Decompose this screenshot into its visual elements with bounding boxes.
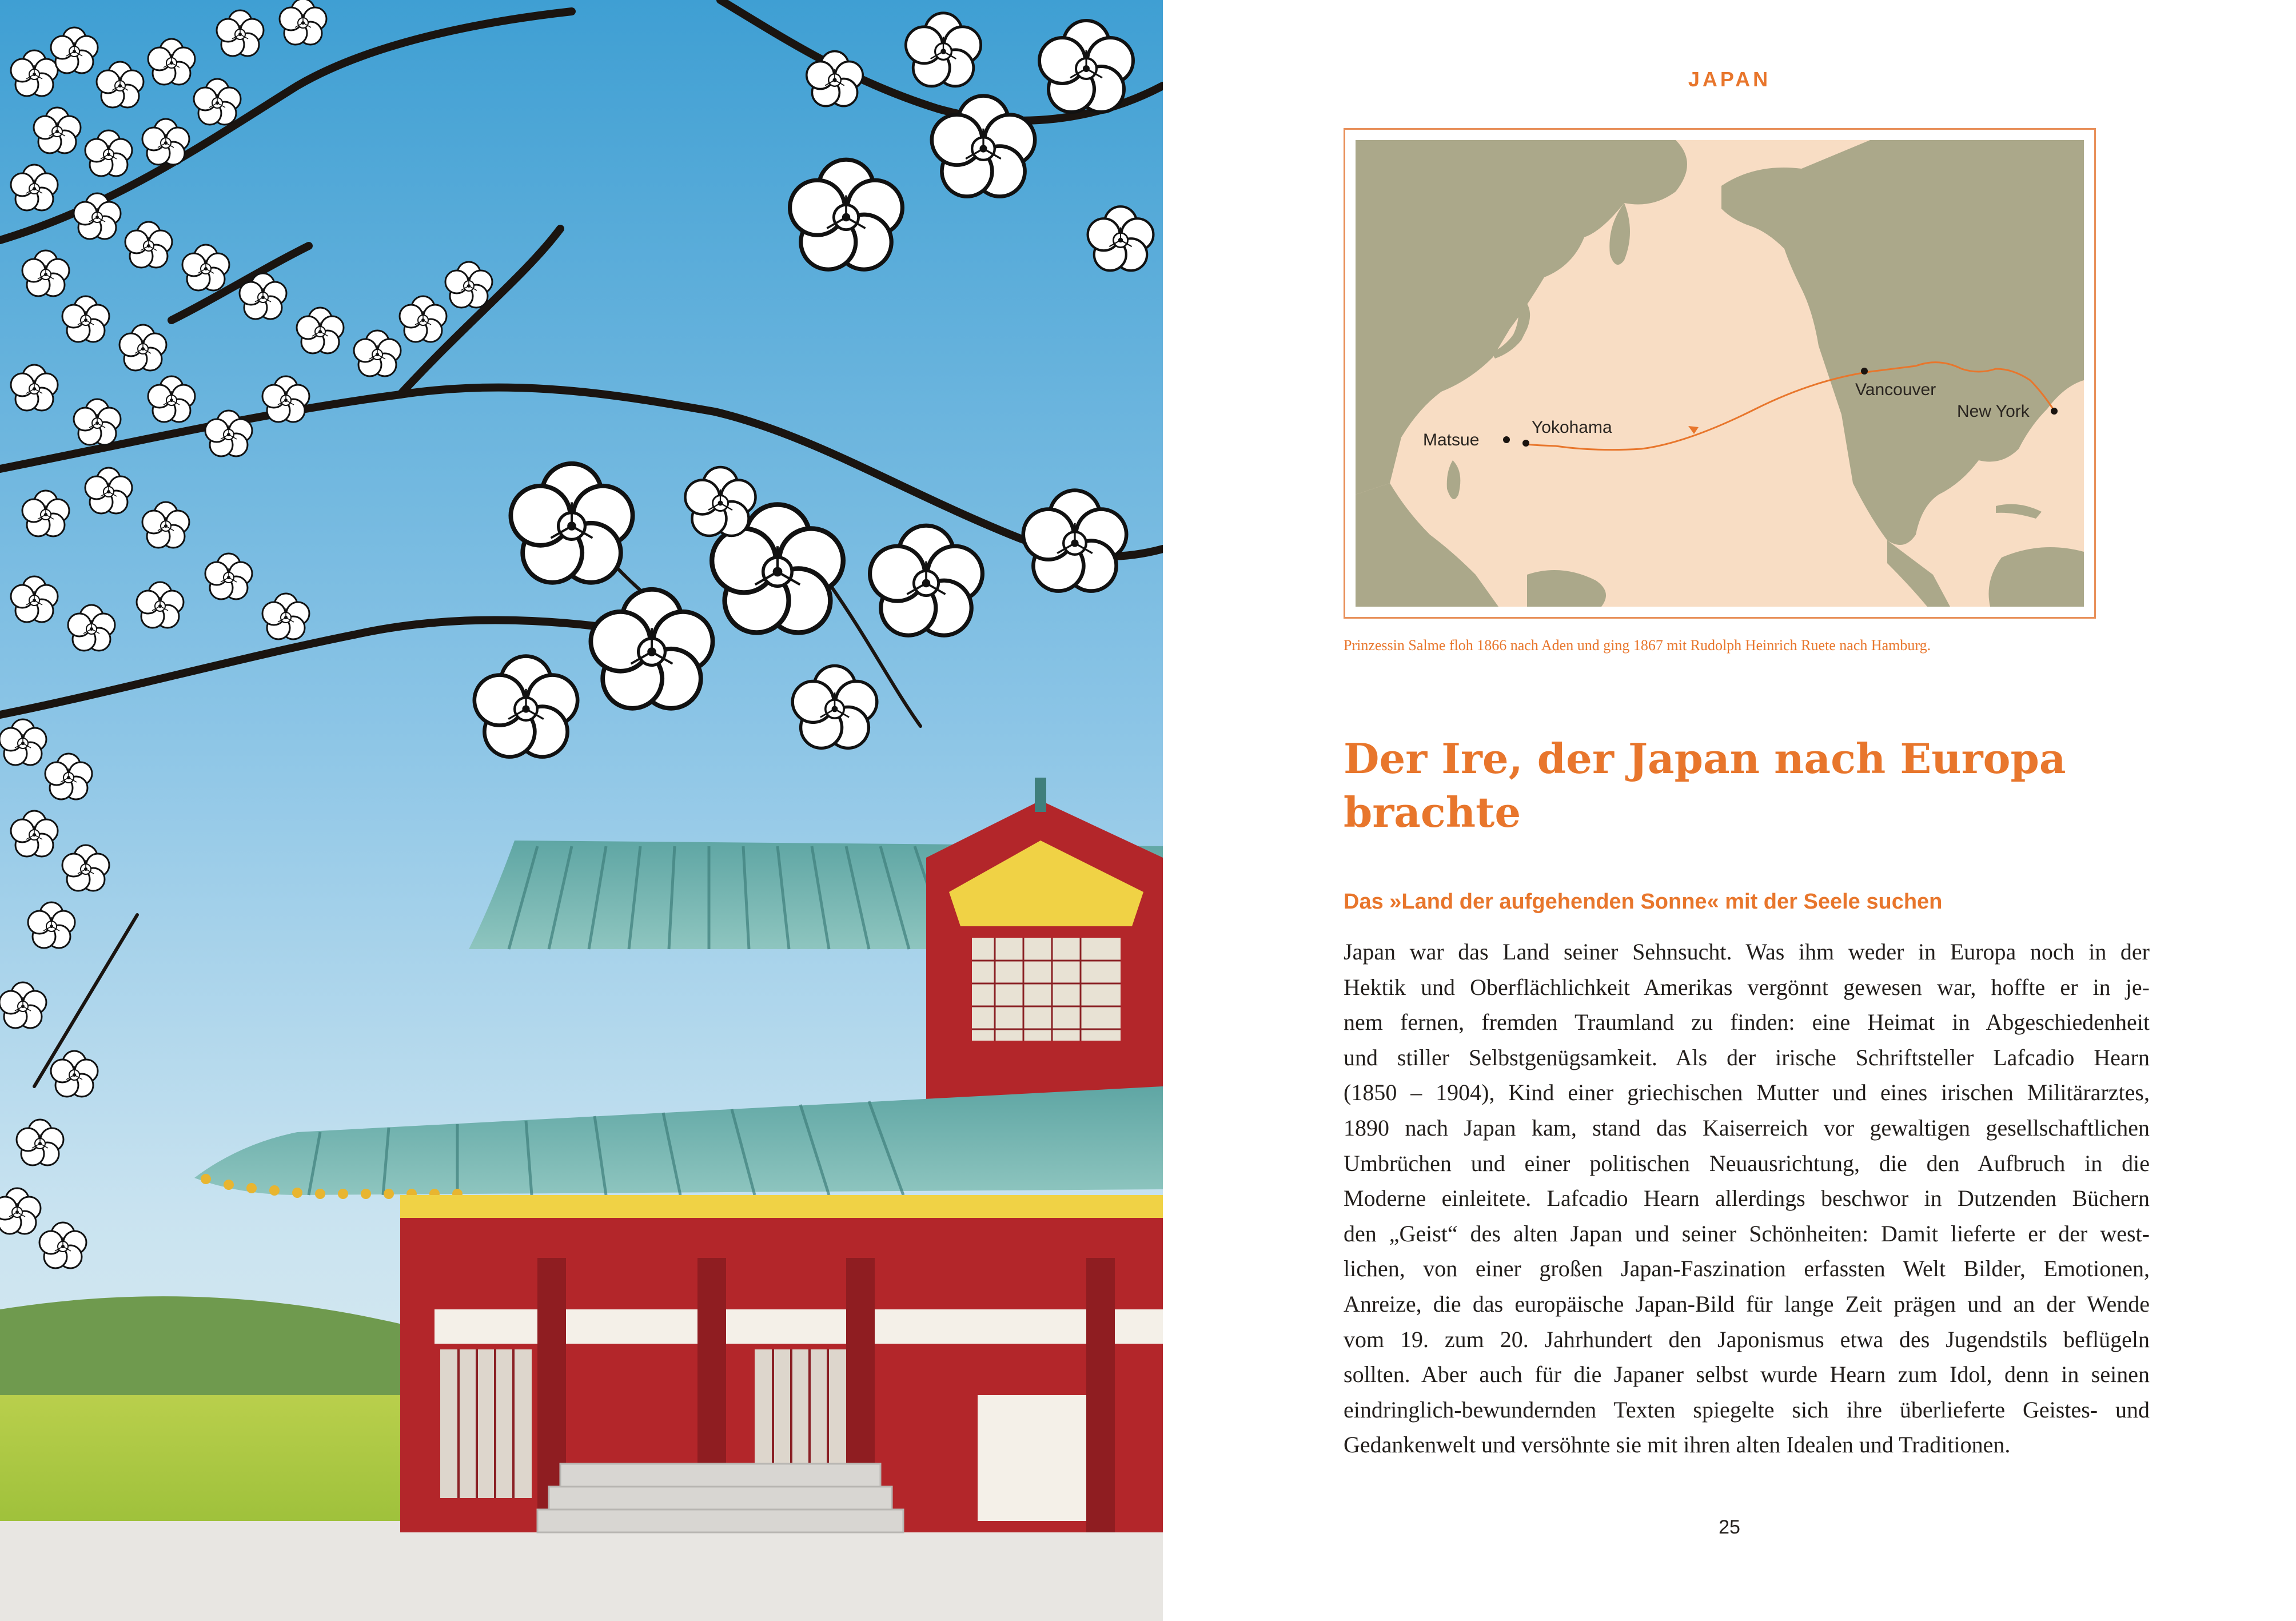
yokohama-dot	[1522, 440, 1529, 447]
text-page	[1163, 0, 2296, 1621]
body-line: Anreize, die das europäische Japan-Bild für lange Zeit prägen und an der Wende	[1344, 1291, 2150, 1317]
label-vancouver: Vancouver	[1855, 380, 1936, 399]
body-paragraph	[1344, 934, 2150, 1463]
label-yokohama: Yokohama	[1532, 418, 1612, 437]
article-title	[1344, 732, 2144, 839]
label-new-york: New York	[1957, 402, 2030, 421]
body-line: Moderne einleitete. Lafcadio Hearn allerdings beschwor in Dutzenden Büchern	[1344, 1185, 2150, 1212]
label-matsue: Matsue	[1423, 431, 1480, 449]
vancouver-dot	[1861, 368, 1868, 375]
map-caption: Prinzessin Salme floh 1866 nach Aden und ging 1867 mit Rudolph Heinrich Ruete nach Hamburg.	[1344, 637, 1931, 654]
page-number: 25	[1719, 1516, 1740, 1538]
matsue-dot	[1503, 436, 1510, 443]
article-subtitle: Das »Land der aufgehenden Sonne« mit der Seele suchen	[1344, 890, 1943, 914]
running-head: JAPAN	[1688, 67, 1771, 91]
body-line: (1850 – 1904), Kind einer griechischen Mutter und eines irischen Militärarztes,	[1344, 1080, 2150, 1106]
body-line: vom 19. zum 20. Jahrhundert den Japonismus etwa des Jugendstils beflügeln	[1344, 1326, 2150, 1352]
body-line: 1890 nach Japan kam, stand das Kaiserreich vor gewaltigen gesellschaftlichen	[1344, 1114, 2150, 1141]
body-line: den „Geist“ des alten Japan und seiner Schönheiten: Damit lieferte er der west-	[1344, 1220, 2150, 1246]
article-title-line-1: Der Ire, der Japan nach Europa	[1344, 734, 2066, 783]
article-title-line-2: brachte	[1344, 788, 1521, 837]
body-line: sollten. Aber auch für die Japaner selbst wurde Hearn zum Idol, denn in seinen	[1344, 1361, 2150, 1388]
new-york-dot	[2051, 408, 2058, 415]
map-graphic	[1356, 140, 2084, 607]
body-line: lichen, von einer großen Japan-Faszination erfassten Welt Bilder, Emotionen,	[1344, 1256, 2150, 1282]
body-line: eindringlich-bewundernden Texten spiegelte sich ihre überlieferte Geistes- und	[1344, 1396, 2150, 1423]
body-line: Umbrüchen und einer politischen Neuausrichtung, die den Aufbruch in die	[1344, 1150, 2150, 1176]
body-line: Japan war das Land seiner Sehnsucht. Was ihm weder in Europa noch in der	[1344, 939, 2150, 965]
route-map	[1344, 128, 2096, 619]
body-line: Gedankenwelt und versöhnte sie mit ihren alten Idealen und Traditionen.	[1344, 1432, 2011, 1458]
body-line: Hektik und Oberflächlichkeit Amerikas vergönnt gewesen war, hoffte er in je-	[1344, 974, 2150, 1000]
body-line: nem fernen, fremden Traumland zu finden: eine Heimat in Abgeschiedenheit	[1344, 1009, 2150, 1035]
body-line: und stiller Selbstgenügsamkeit. Als der irische Schriftsteller Lafcadio Hearn	[1344, 1044, 2150, 1070]
